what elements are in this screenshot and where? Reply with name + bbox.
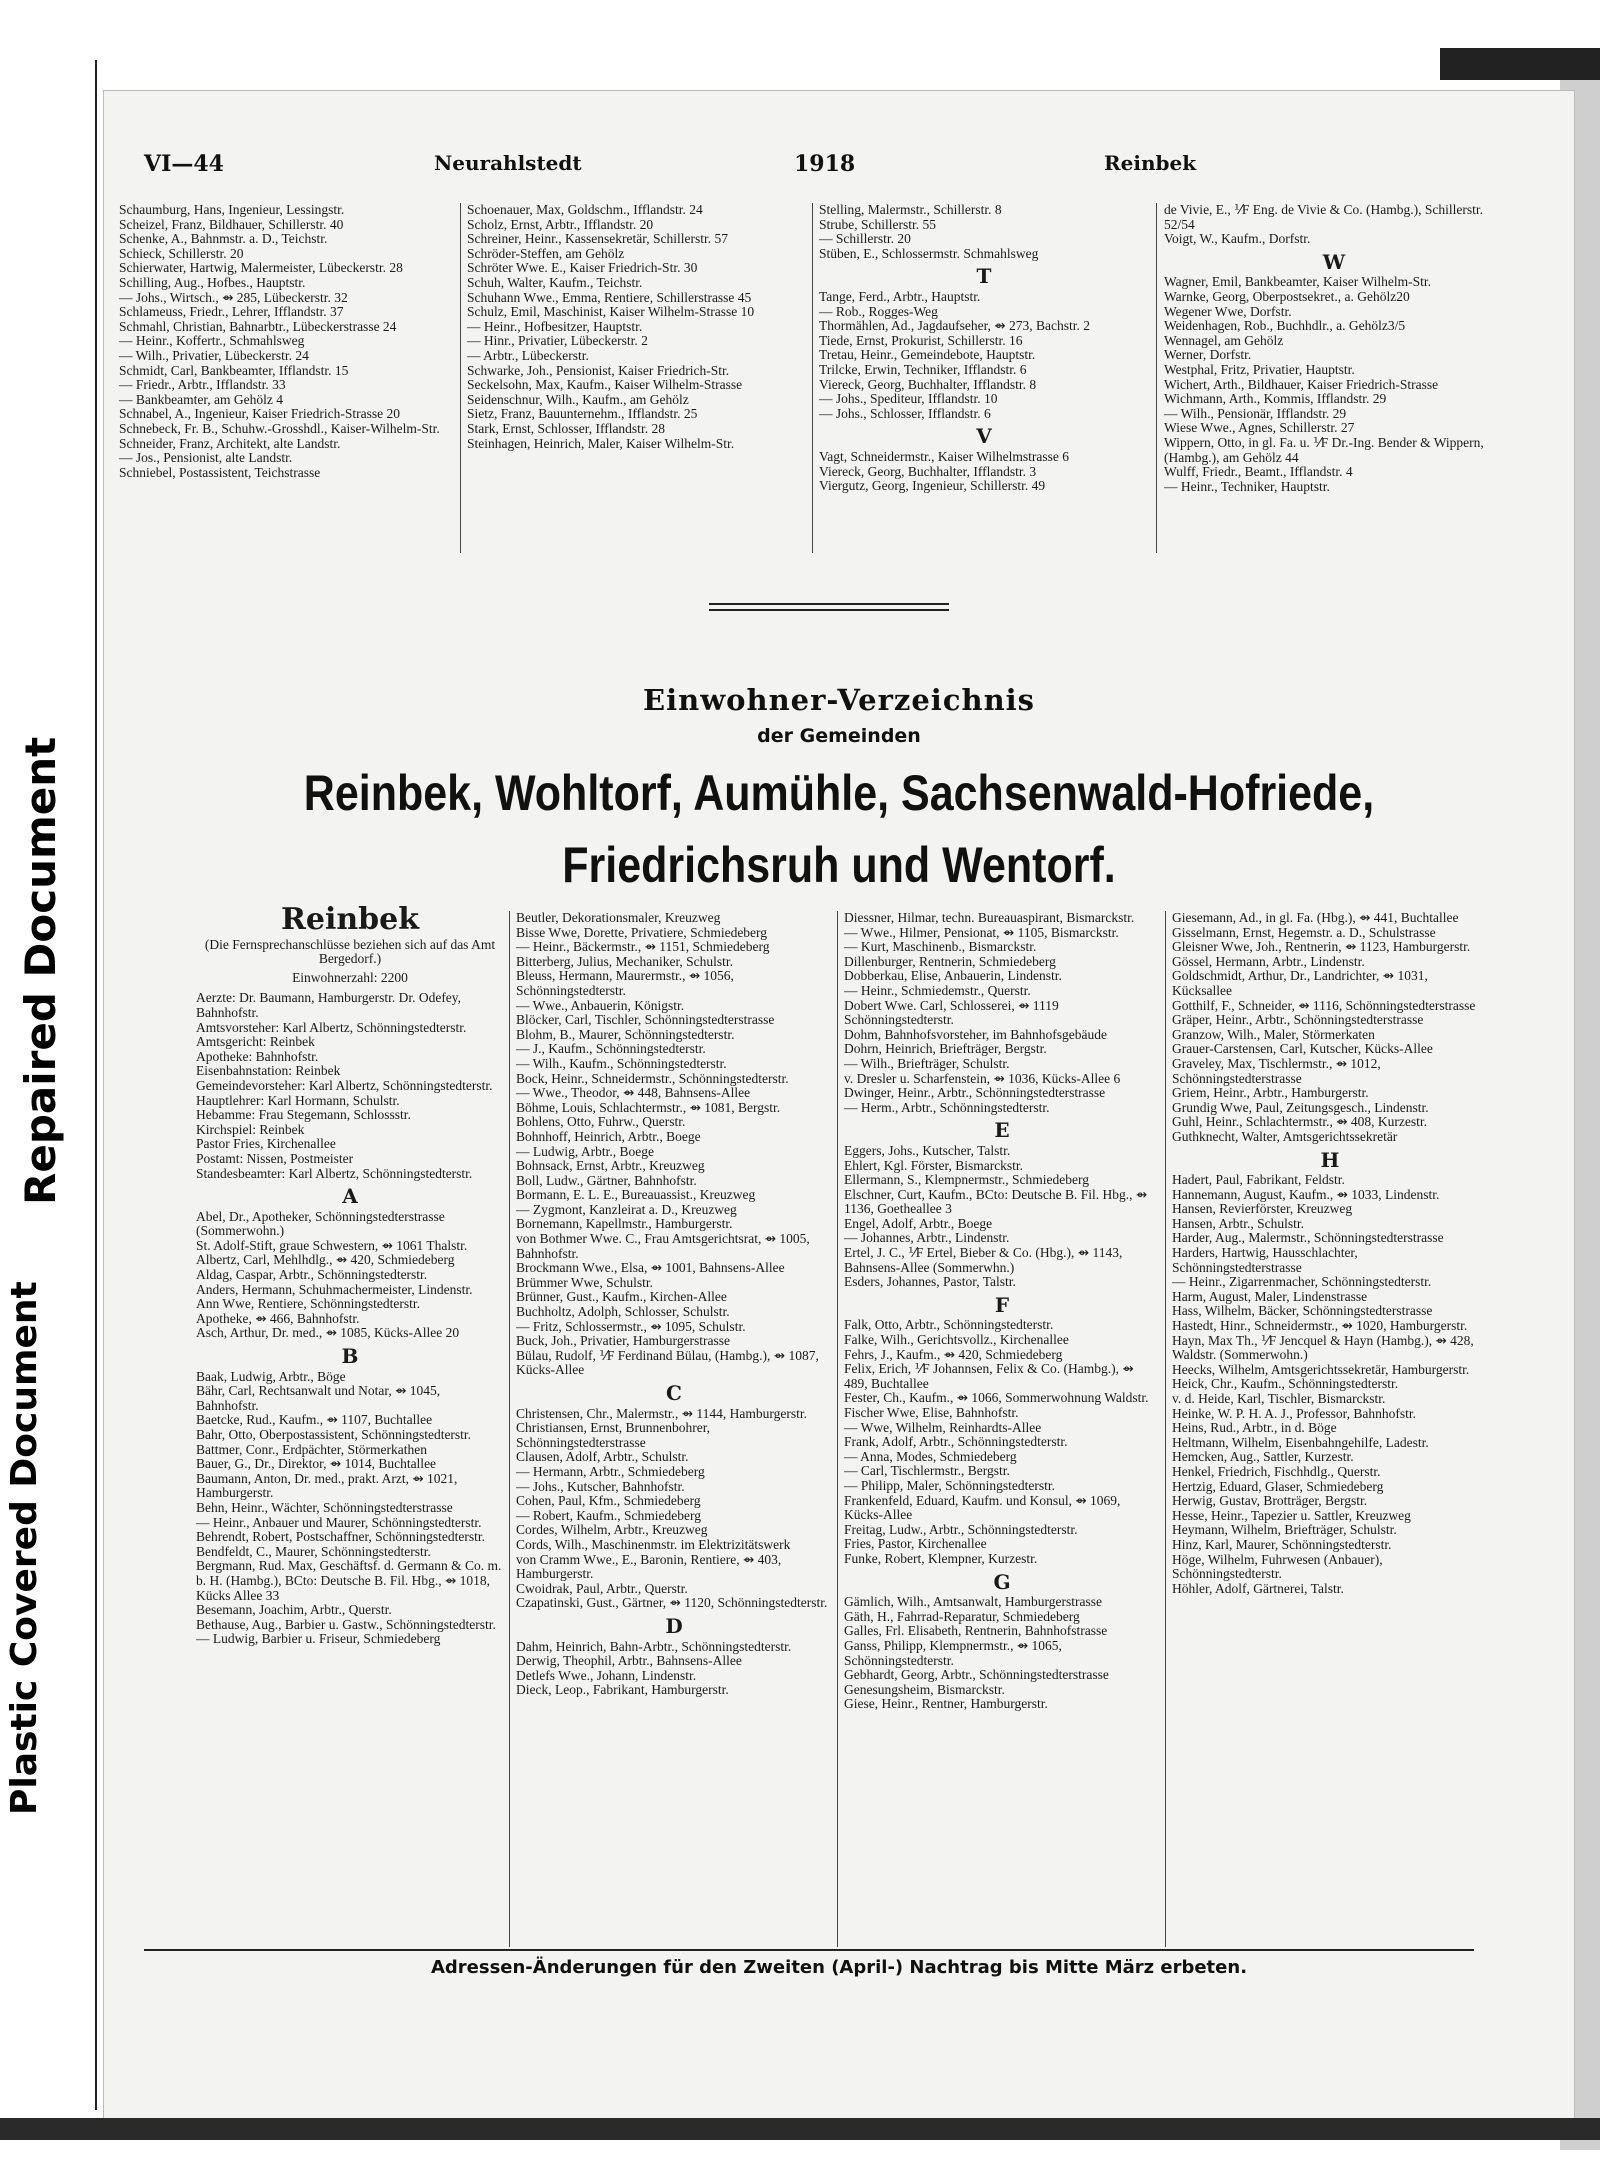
municipalities-line-2: Friedrichsruh und Wentorf. bbox=[562, 837, 1116, 893]
top-column-divider bbox=[812, 203, 813, 553]
directory-entry: Steinhagen, Heinrich, Maler, Kaiser Wilhelm-Str. bbox=[467, 435, 735, 451]
directory-entry: Voigt, W., Kaufm., Dorfstr. bbox=[1164, 231, 1311, 247]
directory-entry: Brünner, Gust., Kaufm., Kirchen-Allee bbox=[516, 1289, 727, 1305]
directory-entry: Herwig, Gustav, Brotträger, Bergstr. bbox=[1172, 1493, 1368, 1509]
directory-entry: Dobberkau, Elise, Anbauerin, Lindenstr. bbox=[844, 968, 1062, 984]
directory-entry: Detlefs Wwe., Johann, Lindenstr. bbox=[516, 1667, 697, 1683]
directory-entry: Schoenauer, Max, Goldschm., Ifflandstr. 24 bbox=[467, 202, 703, 217]
main-column-2 bbox=[516, 911, 832, 1698]
directory-entry: Frankenfeld, Eduard, Kaufm. und Konsul, ⇴ 1069, Kücks-Allee bbox=[844, 1492, 1121, 1523]
directory-entry: Schuh, Walter, Kaufm., Teichstr. bbox=[467, 274, 643, 290]
directory-entry: Stark, Ernst, Schlosser, Ifflandstr. 28 bbox=[467, 420, 665, 436]
directory-entry: Brockmann Wwe., Elsa, ⇴ 1001, Bahnsens-Allee bbox=[516, 1260, 785, 1276]
directory-entry: Dohrn, Heinrich, Briefträger, Bergstr. bbox=[844, 1041, 1047, 1057]
directory-entry: Bahr, Otto, Oberpostassistent, Schönningstedterstr. bbox=[196, 1427, 472, 1442]
directory-entry: — Heinr., Techniker, Hauptstr. bbox=[1164, 478, 1330, 494]
directory-entry: Behn, Heinr., Wächter, Schönningstedterstrasse bbox=[196, 1499, 453, 1515]
main-column-1 bbox=[196, 902, 504, 1647]
directory-entry: Scheizel, Franz, Bildhauer, Schillerstr. 40 bbox=[119, 216, 344, 232]
directory-entry: v. Dresler u. Scharfenstein, ⇴ 1036, Kücks-Allee 6 bbox=[844, 1070, 1121, 1086]
directory-entry: Frank, Adolf, Arbtr., Schönningstedterstr. bbox=[844, 1434, 1068, 1450]
directory-entry: Harders, Hartwig, Hausschlachter, Schönningstedterstrasse bbox=[1172, 1245, 1358, 1275]
directory-entry: Bauer, G., Dr., Direktor, ⇴ 1014, Buchtallee bbox=[196, 1456, 437, 1472]
directory-entry: Hertzig, Eduard, Glaser, Schmiedeberg bbox=[1172, 1478, 1384, 1494]
directory-entry: Hansen, Revierförster, Kreuzweg bbox=[1172, 1201, 1353, 1217]
directory-entry: Gotthilf, F., Schneider, ⇴ 1116, Schönningstedterstrasse bbox=[1172, 997, 1476, 1013]
directory-entry: — Ludwig, Barbier u. Friseur, Schmiedeberg bbox=[196, 1631, 441, 1647]
directory-entry: Schilling, Aug., Hofbes., Hauptstr. bbox=[119, 274, 306, 290]
directory-entry: Gäth, H., Fahrrad-Reparatur, Schmiedeberg bbox=[844, 1608, 1080, 1624]
section-letter: V bbox=[976, 424, 992, 449]
directory-entry: Elschner, Curt, Kaufm., BCto: Deutsche B. Fil. Hbg., ⇴ 1136, Goetheallee 3 bbox=[844, 1186, 1148, 1217]
main-column-4 bbox=[1172, 911, 1488, 1596]
directory-entry: Gebhardt, Georg, Arbtr., Schönningstedterstrasse bbox=[844, 1667, 1109, 1683]
top-column-divider bbox=[1156, 203, 1157, 553]
telephone-note: (Die Fernsprechanschlüsse beziehen sich auf das Amt Bergedorf.) bbox=[204, 936, 496, 967]
directory-entry: Bohlens, Otto, Fuhrw., Querstr. bbox=[516, 1114, 686, 1130]
directory-entry: Cords, Wilh., Maschinenmstr. im Elektrizitätswerk bbox=[516, 1536, 791, 1552]
directory-entry: Fester, Ch., Kaufm., ⇴ 1066, Sommerwohnung Waldstr. bbox=[844, 1390, 1149, 1406]
directory-entry: Schreiner, Heinr., Kassensekretär, Schillerstr. 57 bbox=[467, 231, 728, 247]
repaired-document-label: Repaired Document bbox=[16, 736, 65, 1205]
directory-entry: Schmahl, Christian, Bahnarbtr., Lübeckerstrasse 24 bbox=[119, 318, 397, 334]
directory-entry: de Vivie, E., ⅟F Eng. de Vivie & Co. (Hambg.), Schillerstr. 52/54 bbox=[1164, 202, 1484, 232]
directory-entry: Bohnsack, Ernst, Arbtr., Kreuzweg bbox=[516, 1158, 705, 1174]
directory-entry: Wippern, Otto, in gl. Fa. u. ⅟F Dr.-Ing. Bender & Wippern, (Hambg.), am Gehölz 44 bbox=[1164, 434, 1484, 465]
section-letter: E bbox=[994, 1118, 1010, 1143]
directory-entry: — Wwe., Anbauerin, Königstr. bbox=[516, 997, 685, 1013]
directory-entry: Beutler, Dekorationsmaler, Kreuzweg bbox=[516, 910, 721, 925]
directory-entry: — Rob., Rogges-Weg bbox=[819, 303, 938, 319]
directory-entry: — Johs., Spediteur, Ifflandstr. 10 bbox=[819, 391, 998, 407]
directory-entry: Postamt: Nissen, Postmeister bbox=[196, 1150, 354, 1166]
directory-entry: Behrendt, Robert, Postschaffner, Schönningstedterstr. bbox=[196, 1529, 486, 1545]
directory-entry: Pastor Fries, Kirchenallee bbox=[196, 1136, 336, 1152]
directory-entry: Schwarke, Joh., Pensionist, Kaiser Friedrich-Str. bbox=[467, 362, 730, 378]
directory-entry: — Wwe., Theodor, ⇴ 448, Bahnsens-Allee bbox=[516, 1085, 751, 1101]
top-columns bbox=[119, 203, 1559, 563]
directory-entry: Warnke, Georg, Oberpostsekret., a. Gehölz20 bbox=[1164, 288, 1410, 304]
directory-entry: Dieck, Leop., Fabrikant, Hamburgerstr. bbox=[516, 1682, 729, 1698]
directory-entry: — Philipp, Maler, Schönningstedterstr. bbox=[844, 1477, 1055, 1493]
scan-edge-bottom bbox=[0, 2118, 1600, 2140]
directory-entry: Amtsgericht: Reinbek bbox=[196, 1034, 315, 1050]
directory-entry: — Bankbeamter, am Gehölz 4 bbox=[119, 391, 284, 407]
directory-entry: Bohnhoff, Heinrich, Arbtr., Boege bbox=[516, 1128, 701, 1144]
directory-entry: Engel, Adolf, Arbtr., Boege bbox=[844, 1215, 993, 1231]
directory-entry: Schniebel, Postassistent, Teichstrasse bbox=[119, 464, 321, 480]
directory-entry: — Schillerstr. 20 bbox=[819, 231, 911, 247]
directory-entry: Wagner, Emil, Bankbeamter, Kaiser Wilhelm-Str. bbox=[1164, 274, 1431, 290]
directory-entry: Harder, Aug., Malermstr., Schönningstedterstrasse bbox=[1172, 1230, 1444, 1246]
directory-entry: Felix, Erich, ⅟F Johannsen, Felix & Co. (Hambg.), ⇴ 489, Buchtallee bbox=[844, 1361, 1134, 1391]
header-year: 1918 bbox=[794, 151, 856, 177]
directory-entry: Hastedt, Hinr., Schneidermstr., ⇴ 1020, Hamburgerstr. bbox=[1172, 1318, 1468, 1334]
directory-entry: Schlameuss, Friedr., Lehrer, Ifflandstr. 37 bbox=[119, 304, 344, 320]
directory-entry: Blohm, B., Maurer, Schönningstedterstr. bbox=[516, 1026, 735, 1042]
top-column-3 bbox=[819, 203, 1149, 494]
directory-entry: Thormählen, Ad., Jagdaufseher, ⇴ 273, Bachstr. 2 bbox=[819, 318, 1090, 334]
directory-entry: — Kurt, Maschinenb., Bismarckstr. bbox=[844, 939, 1037, 955]
main-column-divider bbox=[837, 911, 838, 1947]
directory-entry: Battmer, Conr., Erdpächter, Störmerkathen bbox=[196, 1441, 427, 1457]
directory-entry: Buck, Joh., Privatier, Hamburgerstrasse bbox=[516, 1333, 731, 1349]
top-column-2 bbox=[467, 203, 807, 451]
directory-entry: Heymann, Wilhelm, Briefträger, Schulstr. bbox=[1172, 1522, 1397, 1538]
directory-entry: Schnebeck, Fr. B., Schuhw.-Grosshdl., Kaiser-Wilhelm-Str. bbox=[119, 420, 440, 436]
directory-entry: Schmidt, Carl, Bankbeamter, Ifflandstr. 15 bbox=[119, 362, 349, 378]
directory-entry: Werner, Dorfstr. bbox=[1164, 347, 1252, 363]
section-letter: F bbox=[994, 1292, 1010, 1317]
directory-entry: — Anna, Modes, Schmiedeberg bbox=[844, 1448, 1017, 1464]
main-column-divider bbox=[1165, 911, 1166, 1947]
directory-entry: Bähr, Carl, Rechtsanwalt und Notar, ⇴ 1045, Bahnhofstr. bbox=[196, 1383, 441, 1413]
directory-entry: Bergmann, Rud. Max, Geschäftsf. d. Germann & Co. m. b. H. (Hambg.), BCto: Deutsche B. Fil. Hbg., ⇴ 1018, Kücks Allee 33 bbox=[196, 1558, 502, 1603]
directory-entry: Böhme, Louis, Schlachtermstr., ⇴ 1081, Bergstr. bbox=[516, 1099, 781, 1115]
directory-entry: Höhler, Adolf, Gärtnerei, Talstr. bbox=[1172, 1580, 1344, 1596]
directory-entry: Tretau, Heinr., Gemeindebote, Hauptstr. bbox=[819, 347, 1036, 363]
directory-entry: Schenke, A., Bahnmstr. a. D., Teichstr. bbox=[119, 231, 328, 247]
directory-entry: Wulff, Friedr., Beamt., Ifflandstr. 4 bbox=[1164, 464, 1353, 480]
directory-entry: Buchholtz, Adolph, Schlosser, Schulstr. bbox=[516, 1304, 730, 1320]
directory-entry: Dobert Wwe. Carl, Schlosserei, ⇴ 1119 Schönningstedterstr. bbox=[844, 997, 1059, 1028]
directory-entry: — Wilh., Privatier, Lübeckerstr. 24 bbox=[119, 347, 309, 363]
directory-entry: Abel, Dr., Apotheker, Schönningstedterstrasse (Sommerwohn.) bbox=[196, 1208, 445, 1239]
directory-entry: Granzow, Wilh., Maler, Störmerkaten bbox=[1172, 1026, 1375, 1042]
directory-entry: Eggers, Johs., Kutscher, Talstr. bbox=[844, 1142, 1011, 1158]
directory-entry: Schneider, Franz, Architekt, alte Landstr. bbox=[119, 435, 341, 451]
directory-entry: Freitag, Ludw., Arbtr., Schönningstedterstr. bbox=[844, 1521, 1078, 1537]
main-column-divider bbox=[509, 911, 510, 1947]
directory-entry: Schröter Wwe. E., Kaiser Friedrich-Str. 30 bbox=[467, 260, 698, 276]
directory-entry: Hemcken, Aug., Sattler, Kurzestr. bbox=[1172, 1449, 1354, 1465]
directory-entry: Clausen, Adolf, Arbtr., Schulstr. bbox=[516, 1449, 689, 1465]
directory-entry: — Herm., Arbtr., Schönningstedterstr. bbox=[844, 1099, 1050, 1115]
directory-entry: Dillenburger, Rentnerin, Schmiedeberg bbox=[844, 953, 1056, 969]
directory-entry: Gössel, Hermann, Arbtr., Lindenstr. bbox=[1172, 953, 1365, 969]
directory-entry: Brümmer Wwe, Schulstr. bbox=[516, 1274, 653, 1290]
directory-entry: Bülau, Rudolf, ⅟F Ferdinand Bülau, (Hambg.), ⇴ 1087, Kücks-Allee bbox=[516, 1347, 819, 1378]
directory-entry: Heins, Rud., Arbtr., in d. Böge bbox=[1172, 1420, 1337, 1436]
footer-notice: Adressen-Änderungen für den Zweiten (April-) Nachtrag bis Mitte März erbeten. bbox=[430, 1957, 1248, 1978]
directory-entry: von Bothmer Wwe. C., Frau Amtsgerichtsrat, ⇴ 1005, Bahnhofstr. bbox=[516, 1231, 810, 1261]
section-letter: G bbox=[993, 1569, 1011, 1594]
section-letter: D bbox=[665, 1613, 683, 1638]
section-letter: C bbox=[666, 1381, 682, 1405]
directory-entry: Esders, Johannes, Pastor, Talstr. bbox=[844, 1274, 1016, 1290]
directory-entry: Wiese Wwe., Agnes, Schillerstr. 27 bbox=[1164, 420, 1355, 436]
directory-entry: Hass, Wilhelm, Bäcker, Schönningstedterstrasse bbox=[1172, 1303, 1433, 1319]
directory-entry: Schnabel, A., Ingenieur, Kaiser Friedrich-Strasse 20 bbox=[119, 406, 401, 422]
page-number: VI—44 bbox=[144, 151, 224, 177]
directory-entry: — Zygmont, Kanzleirat a. D., Kreuzweg bbox=[516, 1201, 737, 1217]
directory-entry: Blöcker, Carl, Tischler, Schönningstedterstrasse bbox=[516, 1012, 775, 1028]
directory-entry: Strube, Schillerstr. 55 bbox=[819, 216, 936, 232]
directory-entry: Ehlert, Kgl. Förster, Bismarckstr. bbox=[844, 1157, 1024, 1173]
directory-entry: Vagt, Schneidermstr., Kaiser Wilhelmstrasse 6 bbox=[819, 448, 1070, 464]
directory-entry: Bock, Heinr., Schneidermstr., Schönningstedterstr. bbox=[516, 1070, 789, 1086]
directory-entry: Gräper, Heinr., Arbtr., Schönningstedterstrasse bbox=[1172, 1012, 1424, 1028]
directory-entry: Fehrs, J., Kaufm., ⇴ 420, Schmiedeberg bbox=[844, 1346, 1063, 1362]
directory-entry: Trilcke, Erwin, Techniker, Ifflandstr. 6 bbox=[819, 361, 1027, 377]
directory-entry: Christiansen, Ernst, Brunnenbohrer, Schönningstedterstrasse bbox=[516, 1420, 711, 1450]
directory-entry: Kirchspiel: Reinbek bbox=[196, 1121, 305, 1137]
directory-entry: Seidenschnur, Wilh., Kaufm., am Gehölz bbox=[467, 391, 689, 407]
directory-entry: — Wilh., Briefträger, Schulstr. bbox=[844, 1055, 1010, 1071]
directory-entry: Falk, Otto, Arbtr., Schönningstedterstr. bbox=[844, 1317, 1054, 1333]
directory-entry: von Cramm Wwe., E., Baronin, Rentiere, ⇴ 403, Hamburgerstr. bbox=[516, 1551, 782, 1582]
directory-entry: Bormann, E. L. E., Bureauassist., Kreuzweg bbox=[516, 1187, 756, 1203]
directory-entry: Scholz, Ernst, Arbtr., Ifflandstr. 20 bbox=[467, 216, 654, 232]
directory-entry: v. d. Heide, Karl, Tischler, Bismarckstr. bbox=[1172, 1391, 1386, 1406]
directory-entry: Standesbeamter: Karl Albertz, Schönningstedterstr. bbox=[196, 1165, 473, 1181]
directory-entry: Weidenhagen, Rob., Buchhdlr., a. Gehölz3/5 bbox=[1164, 318, 1406, 334]
directory-entry: St. Adolf-Stift, graue Schwestern, ⇴ 1061 Thalstr. bbox=[196, 1237, 468, 1253]
directory-entry: — Friedr., Arbtr., Ifflandstr. 33 bbox=[119, 377, 286, 393]
directory-title: Einwohner-Verzeichnis bbox=[642, 683, 1035, 717]
margin-line bbox=[95, 60, 97, 2110]
section-heading-reinbek: Reinbek bbox=[280, 902, 420, 937]
directory-entry: Dwinger, Heinr., Arbtr., Schönningstedterstrasse bbox=[844, 1085, 1106, 1101]
directory-entry: Guhl, Heinr., Schlachtermstr., ⇴ 408, Kurzestr. bbox=[1172, 1114, 1428, 1130]
directory-entry: Gemeindevorsteher: Karl Albertz, Schönningstedterstr. bbox=[196, 1077, 493, 1093]
directory-entry: Harm, August, Maler, Lindenstrasse bbox=[1172, 1288, 1368, 1304]
directory-entry: Dahm, Heinrich, Bahn-Arbtr., Schönningstedterstr. bbox=[516, 1638, 792, 1654]
directory-entry: — Johannes, Arbtr., Lindenstr. bbox=[844, 1230, 1010, 1246]
plastic-covered-label: Plastic Covered Document bbox=[4, 1281, 45, 1815]
directory-entry: Hauptlehrer: Karl Hormann, Schulstr. bbox=[196, 1092, 400, 1108]
directory-entry: — Johs., Wirtsch., ⇴ 285, Lübeckerstr. 32 bbox=[119, 289, 348, 305]
directory-entry: Baak, Ludwig, Arbtr., Böge bbox=[196, 1368, 346, 1384]
directory-entry: Hannemann, August, Kaufm., ⇴ 1033, Lindenstr. bbox=[1172, 1186, 1440, 1202]
directory-entry: — Arbtr., Lübeckerstr. bbox=[467, 347, 589, 363]
section-letter: H bbox=[1320, 1147, 1340, 1172]
directory-entry: Viereck, Georg, Buchhalter, Ifflandstr. 8 bbox=[819, 376, 1037, 392]
directory-entry: Ann Wwe, Rentiere, Schönningstedterstr. bbox=[196, 1296, 420, 1312]
directory-entry: Aerzte: Dr. Baumann, Hamburgerstr. Dr. Odefey, Bahnhofstr. bbox=[196, 990, 462, 1020]
directory-entry: Ellermann, S., Klempnermstr., Schmiedeberg bbox=[844, 1172, 1089, 1188]
directory-entry: — Wwe, Wilhelm, Reinhardts-Allee bbox=[844, 1419, 1042, 1435]
section-rule bbox=[709, 603, 949, 605]
directory-entry: Hayn, Max Th., ⅟F Jencquel & Hayn (Hambg.), ⇴ 428, Waldstr. (Sommerwohn.) bbox=[1172, 1332, 1474, 1363]
top-column-1 bbox=[119, 203, 455, 480]
directory-entry: Giesemann, Ad., in gl. Fa. (Hbg.), ⇴ 441, Buchtallee bbox=[1172, 910, 1459, 925]
main-columns bbox=[196, 902, 1556, 1951]
directory-entry: Westphal, Fritz, Privatier, Hauptstr. bbox=[1164, 361, 1355, 377]
directory-entry: — Heinr., Bäckermstr., ⇴ 1151, Schmiedeberg bbox=[516, 939, 770, 955]
directory-entry: Schuhann Wwe., Emma, Rentiere, Schillerstrasse 45 bbox=[467, 289, 752, 305]
directory-entry: Goldschmidt, Arthur, Dr., Landrichter, ⇴ 1031, Kücksallee bbox=[1172, 968, 1428, 998]
directory-entry: Diessner, Hilmar, techn. Bureauaspirant, Bismarckstr. bbox=[844, 910, 1135, 925]
directory-entry: Schaumburg, Hans, Ingenieur, Lessingstr. bbox=[119, 202, 345, 217]
directory-entry: Grauer-Carstensen, Carl, Kutscher, Kücks-Allee bbox=[1172, 1041, 1433, 1057]
directory-entry: Fries, Pastor, Kirchenallee bbox=[844, 1536, 987, 1552]
directory-entry: — Jos., Pensionist, alte Landstr. bbox=[119, 450, 293, 466]
directory-entry: Hesse, Heinr., Tapezier u. Sattler, Kreuzweg bbox=[1172, 1507, 1411, 1523]
directory-entry: Baetcke, Rud., Kaufm., ⇴ 1107, Buchtallee bbox=[196, 1412, 433, 1428]
directory-entry: Ganss, Philipp, Klempnermstr., ⇴ 1065, Schönningstedterstr. bbox=[844, 1637, 1062, 1668]
directory-entry: Giese, Heinr., Rentner, Hamburgerstr. bbox=[844, 1696, 1048, 1712]
scan-edge-top bbox=[1440, 48, 1600, 80]
header-town: Reinbek bbox=[1104, 151, 1197, 175]
directory-entry: Heick, Chr., Kaufm., Schönningstedterstr. bbox=[1172, 1376, 1399, 1392]
directory-entry: Galles, Frl. Elisabeth, Rentnerin, Bahnhofstrasse bbox=[844, 1623, 1108, 1639]
directory-entry: Sietz, Franz, Bauunternehm., Ifflandstr. 25 bbox=[467, 406, 698, 422]
population-count: Einwohnerzahl: 2200 bbox=[292, 969, 408, 985]
directory-entry: — Heinr., Hofbesitzer, Hauptstr. bbox=[467, 318, 643, 334]
directory-entry: Boll, Ludw., Gärtner, Bahnhofstr. bbox=[516, 1172, 697, 1188]
directory-entry: — Wilh., Kaufm., Schönningstedterstr. bbox=[516, 1055, 727, 1071]
directory-entry: Christensen, Chr., Malermstr., ⇴ 1144, Hamburgerstr. bbox=[516, 1405, 808, 1421]
directory-entry: Bisse Wwe, Dorette, Privatiere, Schmiedeberg bbox=[516, 924, 768, 940]
directory-entry: — Heinr., Anbauer und Maurer, Schönningstedterstr. bbox=[196, 1514, 482, 1530]
directory-entry: Schulz, Emil, Maschinist, Kaiser Wilhelm-Strasse 10 bbox=[467, 304, 755, 320]
section-letter: W bbox=[1322, 249, 1346, 274]
directory-entry: Bitterberg, Julius, Mechaniker, Schulstr. bbox=[516, 953, 734, 969]
directory-entry: Wichert, Arth., Bildhauer, Kaiser Friedrich-Strasse bbox=[1164, 376, 1439, 392]
directory-entry: Derwig, Theophil, Arbtr., Bahnsens-Allee bbox=[516, 1653, 742, 1669]
directory-entry: Eisenbahnstation: Reinbek bbox=[196, 1063, 341, 1079]
directory-entry: — Heinr., Koffertr., Schmahlsweg bbox=[119, 333, 305, 349]
directory-entry: Genesungsheim, Bismarckstr. bbox=[844, 1681, 1005, 1697]
directory-entry: Tange, Ferd., Arbtr., Hauptstr. bbox=[819, 288, 981, 304]
main-column-3 bbox=[844, 911, 1160, 1712]
directory-entry: Heinke, W. P. H. A. J., Professor, Bahnhofstr. bbox=[1172, 1405, 1416, 1421]
directory-entry: Schröder-Steffen, am Gehölz bbox=[467, 245, 625, 261]
directory-entry: Viereck, Georg, Buchhalter, Ifflandstr. 3 bbox=[819, 463, 1037, 479]
directory-entry: Asch, Arthur, Dr. med., ⇴ 1085, Kücks-Allee 20 bbox=[196, 1325, 460, 1341]
directory-entry: Stelling, Malermstr., Schillerstr. 8 bbox=[819, 202, 1002, 217]
directory-entry: Dohm, Bahnhofsvorsteher, im Bahnhofsgebäude bbox=[844, 1026, 1108, 1042]
directory-entry: Tiede, Ernst, Prokurist, Schillerstr. 16 bbox=[819, 332, 1023, 348]
directory-entry: Hinz, Karl, Maurer, Schönningstedterstr. bbox=[1172, 1536, 1392, 1552]
directory-entry: Wennagel, am Gehölz bbox=[1164, 332, 1284, 348]
directory-entry: — Carl, Tischlermstr., Bergstr. bbox=[844, 1463, 1010, 1479]
directory-entry: — Johs., Kutscher, Bahnhofstr. bbox=[516, 1478, 685, 1494]
directory-entry: Apotheke, ⇴ 466, Bahnhofstr. bbox=[196, 1310, 360, 1326]
directory-entry: Heltmann, Wilhelm, Eisenbahngehilfe, Ladestr. bbox=[1172, 1434, 1429, 1450]
top-column-divider bbox=[460, 203, 461, 553]
directory-entry: Bornemann, Kapellmstr., Hamburgerstr. bbox=[516, 1216, 733, 1232]
directory-entry: Bendfeldt, C., Maurer, Schönningstedterstr. bbox=[196, 1543, 431, 1559]
top-column-4 bbox=[1164, 203, 1504, 494]
directory-entry: Griem, Heinr., Arbtr., Hamburgerstr. bbox=[1172, 1085, 1369, 1101]
directory-entry: Grundig Wwe, Paul, Zeitungsgesch., Lindenstr. bbox=[1172, 1099, 1429, 1115]
footer-rule bbox=[144, 1949, 1474, 1951]
directory-entry: Albertz, Carl, Mehlhdlg., ⇴ 420, Schmiedeberg bbox=[196, 1252, 455, 1268]
directory-entry: Hansen, Arbtr., Schulstr. bbox=[1172, 1215, 1304, 1231]
side-margin bbox=[0, 0, 95, 2177]
directory-entry: — Wilh., Pensionär, Ifflandstr. 29 bbox=[1164, 405, 1347, 421]
directory-entry: Graveley, Max, Tischlermstr., ⇴ 1012, Schönningstedterstrasse bbox=[1172, 1055, 1381, 1086]
directory-entry: Anders, Hermann, Schuhmachermeister, Lindenstr. bbox=[196, 1281, 473, 1297]
directory-entry: Guthknecht, Walter, Amtsgerichtssekretär bbox=[1172, 1128, 1398, 1144]
directory-entry: Falke, Wilh., Gerichtsvollz., Kirchenallee bbox=[844, 1332, 1069, 1348]
directory-entry: Schierwater, Hartwig, Malermeister, Lübeckerstr. 28 bbox=[119, 260, 403, 276]
section-letter: A bbox=[342, 1184, 358, 1209]
directory-entry: Bethause, Aug., Barbier u. Gastw., Schönningstedterstr. bbox=[196, 1616, 496, 1632]
directory-entry: Apotheke: Bahnhofstr. bbox=[196, 1048, 319, 1064]
directory-entry: Wegener Wwe, Dorfstr. bbox=[1164, 303, 1292, 319]
directory-entry: — Heinr., Schmiedemstr., Querstr. bbox=[844, 982, 1031, 998]
header-place: Neurahlstedt bbox=[434, 151, 582, 175]
directory-entry: Cordes, Wilhelm, Arbtr., Kreuzweg bbox=[516, 1522, 708, 1538]
directory-subtitle: der Gemeinden bbox=[757, 725, 921, 747]
directory-entry: — J., Kaufm., Schönningstedterstr. bbox=[516, 1041, 706, 1057]
directory-entry: Viergutz, Georg, Ingenieur, Schillerstr. 49 bbox=[819, 478, 1046, 494]
section-rule bbox=[709, 609, 949, 611]
directory-entry: Henkel, Friedrich, Fischhdlg., Querstr. bbox=[1172, 1463, 1381, 1479]
directory-entry: — Hermann, Arbtr., Schmiedeberg bbox=[516, 1463, 705, 1479]
directory-entry: Hebamme: Frau Stegemann, Schlossstr. bbox=[196, 1107, 411, 1123]
directory-entry: Besemann, Joachim, Arbtr., Querstr. bbox=[196, 1602, 392, 1618]
directory-entry: Schieck, Schillerstr. 20 bbox=[119, 245, 244, 261]
directory-entry: Höge, Wilhelm, Fuhrwesen (Anbauer), Schönningstedterstr. bbox=[1172, 1551, 1383, 1582]
directory-entry: Cwoidrak, Paul, Arbtr., Querstr. bbox=[516, 1580, 688, 1596]
document-page bbox=[103, 90, 1575, 2122]
directory-entry: Fischer Wwe, Elise, Bahnhofstr. bbox=[844, 1405, 1019, 1420]
directory-entry: Amtsvorsteher: Karl Albertz, Schönningstedterstr. bbox=[196, 1019, 467, 1035]
section-letter: T bbox=[976, 264, 992, 289]
section-letter: B bbox=[341, 1344, 359, 1369]
directory-entry: Czapatinski, Gust., Gärtner, ⇴ 1120, Schönningstedterstr. bbox=[516, 1595, 828, 1611]
directory-entry: Gämlich, Wilh., Amtsanwalt, Hamburgerstrasse bbox=[844, 1594, 1103, 1610]
municipalities-line-1: Reinbek, Wohltorf, Aumühle, Sachsenwald-Hofriede, bbox=[303, 765, 1375, 821]
directory-entry: Wichmann, Arth., Kommis, Ifflandstr. 29 bbox=[1164, 391, 1387, 407]
directory-entry: Heecks, Wilhelm, Amtsgerichtssekretär, Hamburgerstr. bbox=[1172, 1361, 1470, 1377]
directory-entry: Stüben, E., Schlossermstr. Schmahlsweg bbox=[819, 245, 1039, 261]
directory-entry: Bleuss, Hermann, Maurermstr., ⇴ 1056, Schönningstedterstr. bbox=[516, 968, 734, 998]
directory-entry: — Hinr., Privatier, Lübeckerstr. 2 bbox=[467, 333, 648, 349]
directory-entry: — Robert, Kaufm., Schmiedeberg bbox=[516, 1507, 701, 1523]
directory-entry: — Fritz, Schlossermstr., ⇴ 1095, Schulstr. bbox=[516, 1318, 746, 1334]
directory-entry: — Ludwig, Arbtr., Boege bbox=[516, 1143, 654, 1159]
main-column-1-entries bbox=[196, 991, 504, 1647]
directory-entry: — Johs., Schlosser, Ifflandstr. 6 bbox=[819, 405, 991, 421]
directory-entry: Seckelsohn, Max, Kaufm., Kaiser Wilhelm-Strasse bbox=[467, 377, 743, 393]
directory-entry: Aldag, Caspar, Arbtr., Schönningstedterstr. bbox=[196, 1267, 428, 1283]
directory-entry: Cohen, Paul, Kfm., Schmiedeberg bbox=[516, 1493, 701, 1509]
directory-entry: Gleisner Wwe, Joh., Rentnerin, ⇴ 1123, Hamburgerstr. bbox=[1172, 939, 1471, 955]
directory-entry: Funke, Robert, Klempner, Kurzestr. bbox=[844, 1550, 1038, 1566]
directory-entry: Baumann, Anton, Dr. med., prakt. Arzt, ⇴ 1021, Hamburgerstr. bbox=[196, 1470, 458, 1501]
directory-entry: Gisselmann, Ernst, Hegemstr. a. D., Schulstrasse bbox=[1172, 924, 1436, 940]
directory-entry: Hadert, Paul, Fabrikant, Feldstr. bbox=[1172, 1172, 1345, 1188]
directory-entry: — Wwe., Hilmer, Pensionat, ⇴ 1105, Bismarckstr. bbox=[844, 924, 1119, 940]
directory-entry: — Heinr., Zigarrenmacher, Schönningstedterstr. bbox=[1172, 1274, 1432, 1290]
directory-entry: Ertel, J. C., ⅟F Ertel, Bieber & Co. (Hbg.), ⇴ 1143, Bahnsens-Allee (Sommerwhn.) bbox=[844, 1245, 1123, 1275]
